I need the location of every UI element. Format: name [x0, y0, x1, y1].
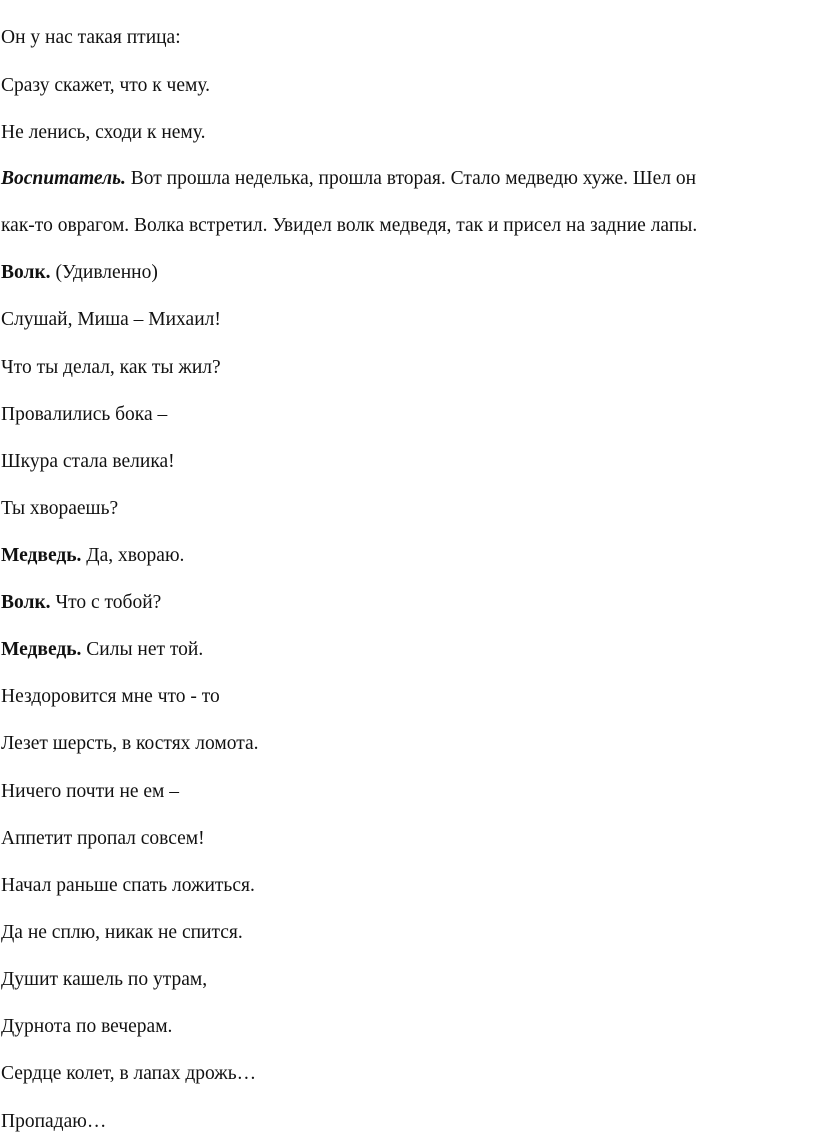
dialog-text: Силы нет той. — [81, 639, 204, 660]
verse-line: Душит кашель по утрам, — [1, 969, 208, 990]
speaker-name: Медведь. — [1, 545, 82, 566]
narrator-text: Вот прошла неделька, прошла вторая. Стало медведю хуже. Шел он — [125, 168, 697, 189]
verse-line: Ты хвораешь? — [1, 498, 119, 519]
dialog-text: Да, хвораю. — [81, 545, 185, 566]
verse-line: Сразу скажет, что к чему. — [1, 75, 211, 96]
dialog-text: Что с тобой? — [50, 592, 162, 613]
verse-line: Ничего почти не ем – — [1, 781, 180, 802]
verse-line: Да не сплю, никак не спится. — [1, 922, 243, 943]
speaker-name: Воспитатель. — [1, 168, 126, 189]
speaker-name: Волк. — [1, 262, 51, 283]
verse-line: Не ленись, сходи к нему. — [1, 122, 206, 143]
verse-line: Лезет шерсть, в костях ломота. — [1, 733, 259, 754]
verse-line: Провалились бока – — [1, 404, 168, 425]
dialog-line — [1, 638, 203, 662]
verse-line: Слушай, Миша – Михаил! — [1, 309, 221, 330]
verse-line: Дурнота по вечерам. — [1, 1016, 173, 1037]
speaker-name: Волк. — [1, 592, 51, 613]
verse-line: Пропадаю… — [1, 1111, 107, 1132]
verse-line: Что ты делал, как ты жил? — [1, 357, 221, 378]
narrator-paragraph — [1, 167, 696, 191]
verse-line: Начал раньше спать ложиться. — [1, 875, 255, 896]
stage-direction: (Удивленно) — [50, 262, 158, 283]
verse-line: Сердце колет, в лапах дрожь… — [1, 1063, 257, 1084]
speaker-name: Медведь. — [1, 639, 82, 660]
dialog-line — [1, 591, 161, 615]
speaker-line — [1, 261, 158, 285]
narrator-paragraph-continuation: как-то оврагом. Волка встретил. Увидел волк медведя, так и присел на задние лапы. — [1, 215, 698, 236]
dialog-line — [1, 544, 184, 568]
verse-line: Он у нас такая птица: — [1, 27, 181, 48]
verse-line: Шкура стала велика! — [1, 451, 175, 472]
verse-line: Нездоровится мне что - то — [1, 686, 220, 707]
verse-line: Аппетит пропал совсем! — [1, 828, 205, 849]
